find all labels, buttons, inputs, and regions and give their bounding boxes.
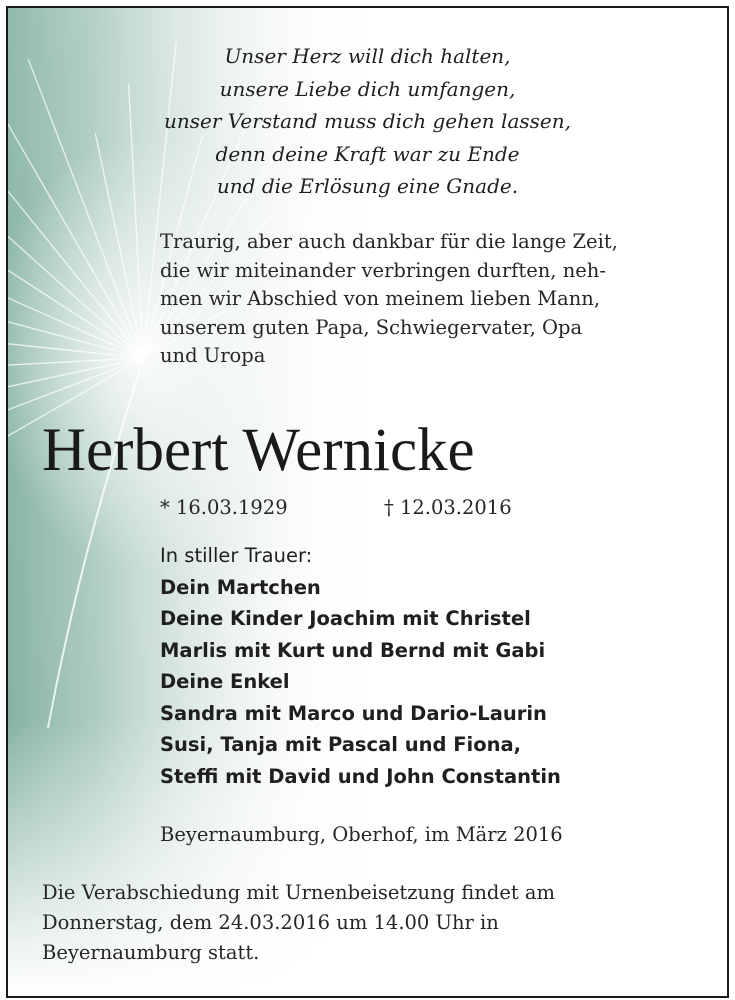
mourner-line: Steffi mit David und John Constantin <box>160 764 561 788</box>
intro-text <box>160 228 700 371</box>
intro-line: men wir Abschied von meinem lieben Mann, <box>160 287 601 310</box>
funeral-line: Donnerstag, dem 24.03.2016 um 14.00 Uhr in <box>42 911 499 934</box>
funeral-info <box>42 878 702 968</box>
birth-date: * 16.03.1929 <box>160 496 288 519</box>
mourner-line: Marlis mit Kurt und Bernd mit Gabi <box>160 638 546 662</box>
intro-line: unserem guten Papa, Schwiegervater, Opa <box>160 315 583 339</box>
deceased-name: Herbert Wernicke <box>42 417 475 484</box>
poem-line: denn deine Kraft war zu Ende <box>215 141 520 166</box>
poem-line: unsere Liebe dich umfangen, <box>219 76 516 101</box>
mourner-line: Dein Martchen <box>160 575 321 599</box>
mourner-line: Sandra mit Marco und Dario-Laurin <box>160 701 547 725</box>
poem-line: Unser Herz will dich halten, <box>224 44 511 68</box>
mourners-list <box>160 540 700 792</box>
poem-line: und die Erlösung eine Gnade. <box>216 174 519 198</box>
poem-line: unser Verstand muss dich gehen lassen, <box>164 109 571 133</box>
death-date: † 12.03.2016 <box>384 496 512 519</box>
mourner-line: Susi, Tanja mit Pascal und Fiona, <box>160 733 522 756</box>
obituary-notice <box>6 6 729 998</box>
funeral-line: Die Verabschiedung mit Urnenbeisetzung findet am <box>42 881 556 904</box>
mourner-line: Deine Enkel <box>160 670 290 693</box>
place-and-date: Beyernaumburg, Oberhof, im März 2016 <box>160 823 563 846</box>
intro-line: die wir miteinander verbringen durften, neh- <box>160 258 606 282</box>
intro-line: und Uropa <box>160 344 266 367</box>
mourner-line: Deine Kinder Joachim mit Christel <box>160 607 531 630</box>
intro-line: Traurig, aber auch dankbar für die lange Zeit, <box>160 230 618 253</box>
funeral-line: Beyernaumburg statt. <box>42 941 260 964</box>
life-dates <box>160 493 680 523</box>
mourners-heading: In stiller Trauer: <box>160 544 313 567</box>
poem <box>8 40 727 203</box>
